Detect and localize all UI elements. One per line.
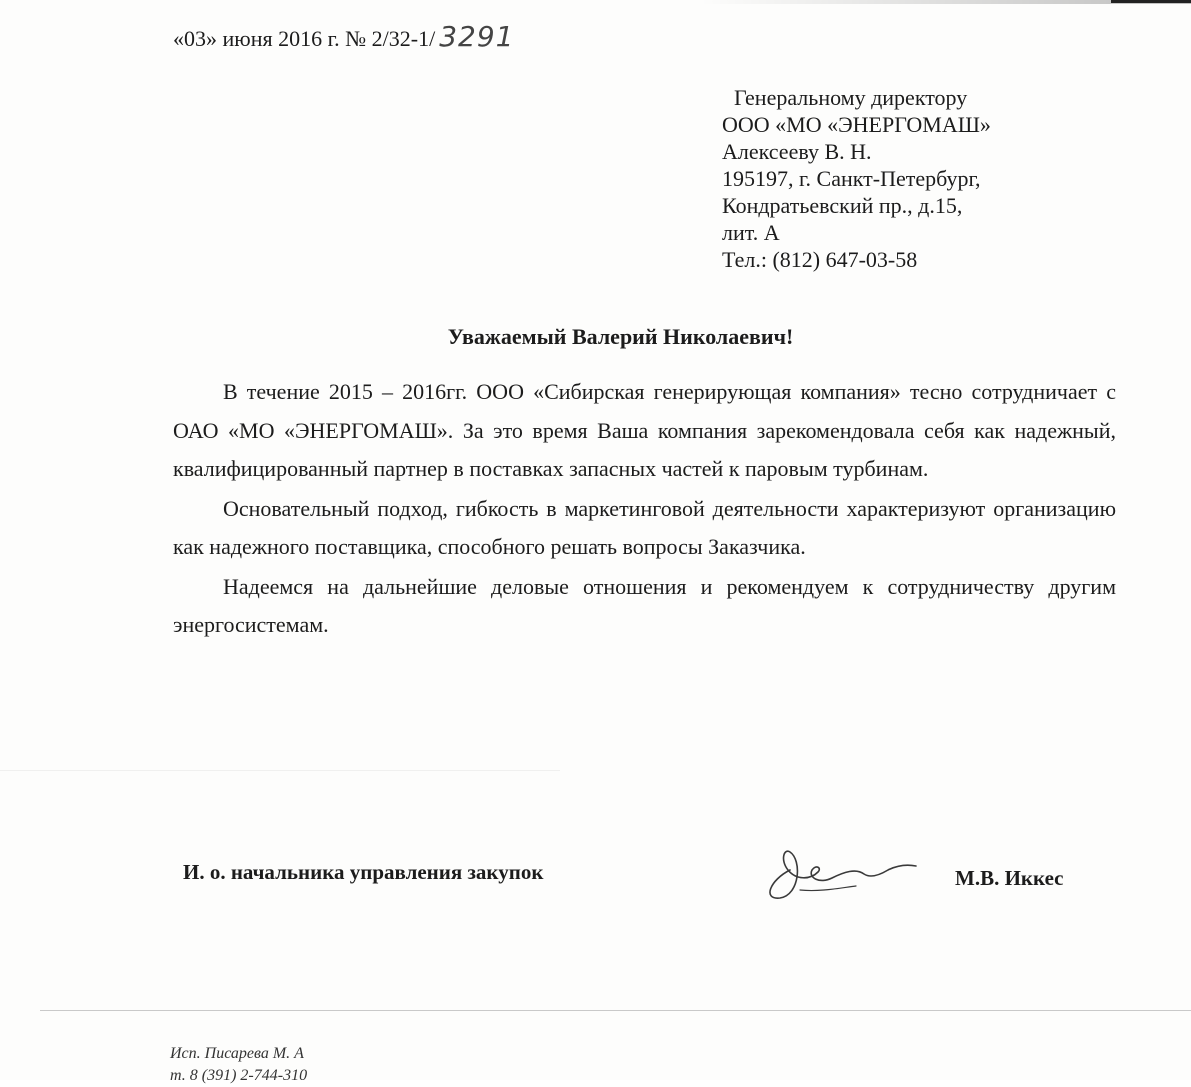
footer-divider <box>40 1010 1191 1011</box>
paragraph: Надеемся на дальнейшие деловые отношения и рекомендуем к сотрудничеству другим энергосистемам. <box>173 573 1116 637</box>
scan-edge-mark <box>1111 0 1191 3</box>
date-number-text: «03» июня 2016 г. № 2/32-1/ <box>173 26 436 51</box>
executor-phone: т. 8 (391) 2-744-310 <box>170 1067 308 1084</box>
footer <box>170 1043 307 1087</box>
handwritten-number: 3291 <box>439 20 515 53</box>
letter-body <box>173 373 1116 645</box>
addressee-line: Генеральному директору <box>734 85 968 110</box>
signature-icon <box>760 840 920 910</box>
scan-artifact <box>0 770 560 771</box>
addressee-block <box>722 84 991 273</box>
greeting: Уважаемый Валерий Николаевич! <box>447 324 794 349</box>
paragraph: В течение 2015 – 2016гг. ООО «Сибирская генерирующая компания» тесно сотрудничает с ОАО «МО «ЭНЕРГОМАШ». За это время Ваша компания зарекомендовала себя как надежный, квалифицированный партнер в поставках запасных частей к паровым турбинам. <box>173 379 1116 481</box>
addressee-line: ООО «МО «ЭНЕРГОМАШ» <box>722 112 991 137</box>
addressee-line: Алексееву В. Н. <box>722 139 872 164</box>
signer-name: М.В. Иккес <box>955 866 1064 890</box>
paragraph: Основательный подход, гибкость в маркетинговой деятельности характеризуют организацию как надежного поставщика, способного решать вопросы Заказчика. <box>173 495 1116 559</box>
signer-title: И. о. начальника управления закупок <box>183 860 544 884</box>
addressee-line: Кондратьевский пр., д.15, <box>722 193 963 218</box>
date-and-number <box>173 20 514 53</box>
addressee-line: Тел.: (812) 647-03-58 <box>722 247 918 272</box>
addressee-line: лит. А <box>722 220 780 245</box>
executor-name: Исп. Писарева М. А <box>170 1045 304 1062</box>
addressee-line: 195197, г. Санкт-Петербург, <box>722 166 981 191</box>
